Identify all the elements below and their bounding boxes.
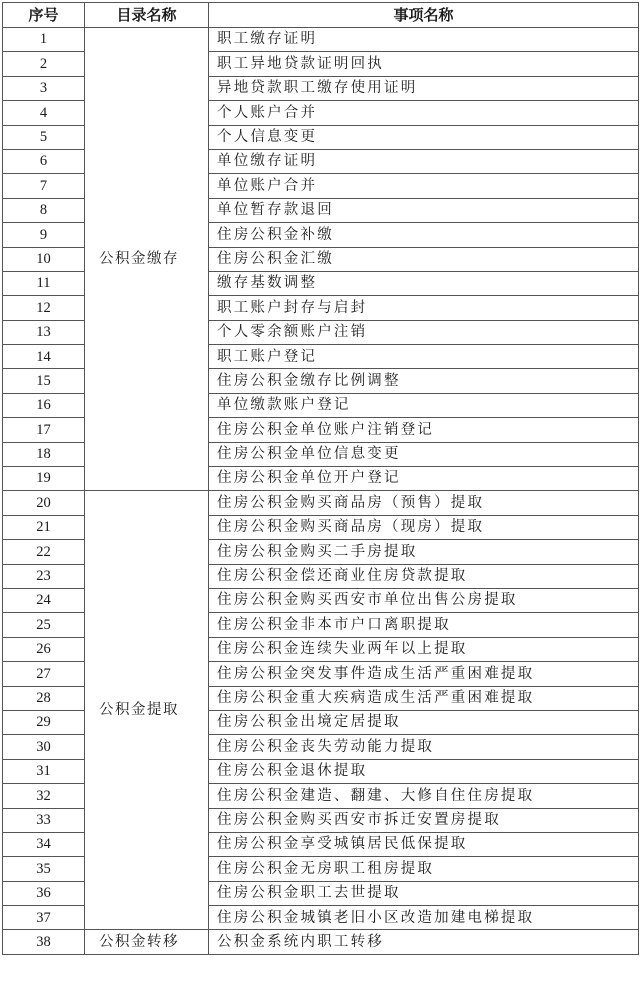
row-seq: 37 [3, 906, 85, 930]
row-seq: 9 [3, 223, 85, 247]
row-item-name: 住房公积金单位信息变更 [209, 442, 639, 466]
row-item-name: 职工账户登记 [209, 345, 639, 369]
row-seq: 23 [3, 564, 85, 588]
row-seq: 2 [3, 52, 85, 76]
row-seq: 7 [3, 174, 85, 198]
row-item-name: 单位缴存证明 [209, 149, 639, 173]
row-item-name: 住房公积金城镇老旧小区改造加建电梯提取 [209, 906, 639, 930]
row-seq: 5 [3, 125, 85, 149]
header-row [3, 3, 639, 28]
row-item-name: 住房公积金汇缴 [209, 247, 639, 271]
row-item-name: 单位暂存款退回 [209, 198, 639, 222]
row-item-name: 住房公积金购买西安市拆迁安置房提取 [209, 808, 639, 832]
row-item-name: 住房公积金建造、翻建、大修自住住房提取 [209, 784, 639, 808]
row-seq: 19 [3, 467, 85, 491]
category-cell: 公积金提取 [85, 491, 209, 930]
row-seq: 30 [3, 735, 85, 759]
row-seq: 27 [3, 662, 85, 686]
row-item-name: 住房公积金突发事件造成生活严重困难提取 [209, 662, 639, 686]
row-seq: 25 [3, 613, 85, 637]
row-seq: 32 [3, 784, 85, 808]
row-seq: 34 [3, 832, 85, 856]
row-item-name: 职工异地贷款证明回执 [209, 52, 639, 76]
row-seq: 26 [3, 637, 85, 661]
row-item-name: 住房公积金丧失劳动能力提取 [209, 735, 639, 759]
row-item-name: 住房公积金无房职工租房提取 [209, 857, 639, 881]
row-item-name: 职工账户封存与启封 [209, 296, 639, 320]
row-seq: 38 [3, 930, 85, 954]
table-row [3, 930, 639, 954]
row-item-name: 住房公积金补缴 [209, 223, 639, 247]
row-seq: 13 [3, 320, 85, 344]
row-item-name: 住房公积金购买商品房（现房）提取 [209, 515, 639, 539]
row-item-name: 住房公积金职工去世提取 [209, 881, 639, 905]
row-item-name: 住房公积金单位开户登记 [209, 467, 639, 491]
row-item-name: 住房公积金购买西安市单位出售公房提取 [209, 588, 639, 612]
row-item-name: 异地贷款职工缴存使用证明 [209, 76, 639, 100]
row-seq: 36 [3, 881, 85, 905]
row-item-name: 住房公积金单位账户注销登记 [209, 418, 639, 442]
row-seq: 1 [3, 28, 85, 52]
row-seq: 33 [3, 808, 85, 832]
service-item-table [2, 2, 639, 955]
row-seq: 10 [3, 247, 85, 271]
row-seq: 35 [3, 857, 85, 881]
row-item-name: 个人零余额账户注销 [209, 320, 639, 344]
row-seq: 6 [3, 149, 85, 173]
row-seq: 15 [3, 369, 85, 393]
row-item-name: 住房公积金非本市户口离职提取 [209, 613, 639, 637]
row-item-name: 住房公积金享受城镇居民低保提取 [209, 832, 639, 856]
row-seq: 8 [3, 198, 85, 222]
row-seq: 4 [3, 101, 85, 125]
row-item-name: 住房公积金购买二手房提取 [209, 540, 639, 564]
row-item-name: 住房公积金缴存比例调整 [209, 369, 639, 393]
row-item-name: 公积金系统内职工转移 [209, 930, 639, 954]
row-seq: 16 [3, 393, 85, 417]
header-category: 目录名称 [85, 3, 209, 28]
row-seq: 11 [3, 271, 85, 295]
row-seq: 17 [3, 418, 85, 442]
row-seq: 22 [3, 540, 85, 564]
row-seq: 21 [3, 515, 85, 539]
row-seq: 3 [3, 76, 85, 100]
row-item-name: 职工缴存证明 [209, 28, 639, 52]
category-cell: 公积金缴存 [85, 28, 209, 491]
row-item-name: 住房公积金出境定居提取 [209, 710, 639, 734]
row-item-name: 住房公积金重大疾病造成生活严重困难提取 [209, 686, 639, 710]
row-seq: 18 [3, 442, 85, 466]
row-item-name: 缴存基数调整 [209, 271, 639, 295]
row-seq: 20 [3, 491, 85, 515]
table-row [3, 491, 639, 515]
row-item-name: 单位账户合并 [209, 174, 639, 198]
row-item-name: 住房公积金偿还商业住房贷款提取 [209, 564, 639, 588]
header-item: 事项名称 [209, 3, 639, 28]
row-item-name: 单位缴款账户登记 [209, 393, 639, 417]
row-seq: 12 [3, 296, 85, 320]
row-item-name: 住房公积金购买商品房（预售）提取 [209, 491, 639, 515]
row-seq: 28 [3, 686, 85, 710]
category-cell: 公积金转移 [85, 930, 209, 954]
table-row [3, 28, 639, 52]
header-seq: 序号 [3, 3, 85, 28]
row-item-name: 个人信息变更 [209, 125, 639, 149]
row-item-name: 住房公积金连续失业两年以上提取 [209, 637, 639, 661]
row-item-name: 个人账户合并 [209, 101, 639, 125]
table-header [3, 3, 639, 28]
row-seq: 14 [3, 345, 85, 369]
row-seq: 31 [3, 759, 85, 783]
table-body [3, 28, 639, 955]
row-item-name: 住房公积金退休提取 [209, 759, 639, 783]
row-seq: 24 [3, 588, 85, 612]
row-seq: 29 [3, 710, 85, 734]
